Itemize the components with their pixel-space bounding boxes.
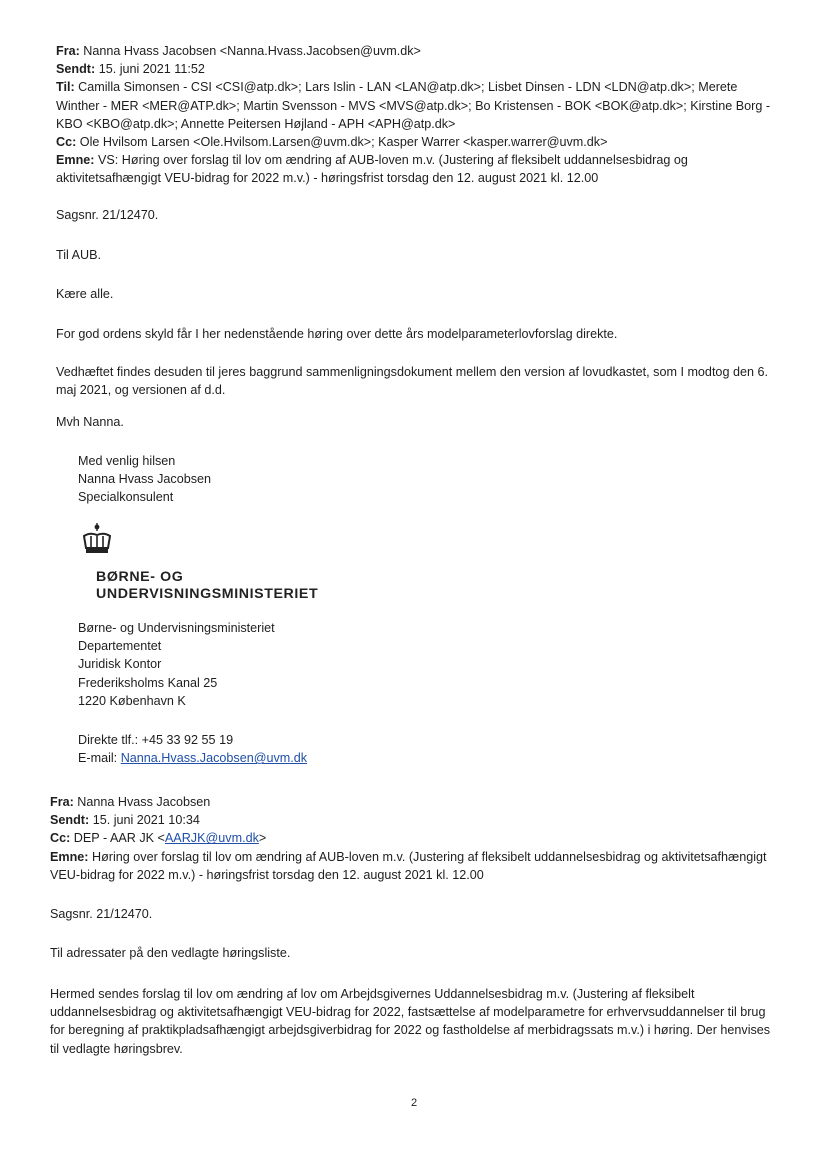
sent-line xyxy=(50,811,775,829)
sent-line xyxy=(56,60,776,78)
from-line xyxy=(56,42,776,60)
case-number: Sagsnr. 21/12470. xyxy=(50,907,153,921)
signature-title: Specialkonsulent xyxy=(78,490,174,505)
paragraph: Vedhæftet findes desuden til jeres baggrund sammenligningsdokument mellem den version af lovudkastet, som I modtog den 6. maj 2021, og versionen af d.d. xyxy=(56,365,768,398)
cc-line xyxy=(56,133,776,151)
sent-label: Sendt: xyxy=(50,813,90,828)
email-link[interactable]: Nanna.Hvass.Jacobsen@uvm.dk xyxy=(120,751,308,766)
paragraph: For god ordens skyld får I her nedenstående høring over dette års modelparameterlovforslag direkte. xyxy=(56,327,618,341)
address-block xyxy=(78,619,478,710)
office: Juridisk Kontor xyxy=(78,657,162,672)
page-number: 2 xyxy=(410,1097,418,1109)
subject-value: Høring over forslag til lov om ændring af AUB-loven m.v. (Justering af fleksibelt uddannelsesbidrag og aktivitetsafhængigt VEU-bidrag for 2022 m.v.) - høringsfrist torsdag den 12. august 2021 kl. 12.00 xyxy=(50,849,767,882)
crown-icon xyxy=(80,522,116,558)
contact-block xyxy=(78,731,478,767)
street: Frederiksholms Kanal 25 xyxy=(78,675,218,690)
city: 1220 København K xyxy=(78,693,186,708)
case-number: Sagsnr. 21/12470. xyxy=(56,208,159,222)
subject-value: VS: Høring over forslag til lov om ændring af AUB-loven m.v. (Justering af fleksibelt uddannelsesbidrag og aktivitetsafhængigt VEU-bidrag for 2022 m.v.) - høringsfrist torsdag den 12. august 2021 kl. 12.00 xyxy=(56,153,688,186)
sent-label: Sendt: xyxy=(56,62,96,77)
signature-regards: Med venlig hilsen xyxy=(78,454,176,468)
to-aub: Til AUB. xyxy=(56,248,102,262)
email-line xyxy=(78,749,478,767)
email-header-original xyxy=(50,793,775,884)
from-label: Fra: xyxy=(56,44,80,58)
from-label: Fra: xyxy=(50,795,74,809)
ministry-logo-text xyxy=(96,569,318,603)
cc-line xyxy=(50,829,775,847)
email-label: E-mail: xyxy=(78,751,121,766)
cc-prefix: DEP - AAR JK < xyxy=(73,831,165,846)
cc-suffix: > xyxy=(258,831,267,846)
department: Departementet xyxy=(78,639,162,654)
phone: Direkte tlf.: +45 33 92 55 19 xyxy=(78,733,234,747)
subject-label: Emne: xyxy=(50,849,89,864)
logo-line-1: BØRNE- OG xyxy=(96,569,184,585)
signature-block xyxy=(78,452,478,507)
paragraph: Hermed sendes forslag til lov om ændring af lov om Arbejdsgivernes Uddannelsesbidrag m.v. (Justering af fleksibelt uddannelsesbidrag og aktivitetsafhængigt VEU-bidrag for 2022, fastsættelse af modelparametre for erhvervsuddannelser til brug for beregning af praktikpladsafhængigt arbejdsgiverbidrag for 2022 og fastholdelse af merbidragssats m.v.) i høring. Der henvises til vedlagte høringsbrev. xyxy=(50,987,771,1056)
subject-line xyxy=(56,151,776,187)
to-value: Camilla Simonsen - CSI <CSI@atp.dk>; Lars Islin - LAN <LAN@atp.dk>; Lisbet Dinsen - LDN <LDN@atp.dk>; Merete Winther - MER <MER@ATP.dk>; Martin Svensson - MVS <MVS@atp.dk>; Bo Kristensen - BOK <BOK@atp.dk>; Kirstine Borg - KBO <KBO@atp.dk>; Annette Peitersen Højland - APH <APH@atp.dk> xyxy=(56,80,771,131)
sent-value: 15. juni 2021 10:34 xyxy=(92,813,200,828)
to-line xyxy=(56,78,776,133)
from-line xyxy=(50,793,775,811)
email-header-forwarded xyxy=(56,42,776,188)
cc-value: Ole Hvilsom Larsen <Ole.Hvilsom.Larsen@uvm.dk>; Kasper Warrer <kasper.warrer@uvm.dk> xyxy=(79,135,608,150)
closing: Mvh Nanna. xyxy=(56,415,124,429)
from-value: Nanna Hvass Jacobsen <Nanna.Hvass.Jacobsen@uvm.dk> xyxy=(83,44,421,58)
cc-link[interactable]: AARJK@uvm.dk xyxy=(164,831,259,846)
from-value: Nanna Hvass Jacobsen xyxy=(77,795,211,809)
org-name: Børne- og Undervisningsministeriet xyxy=(78,621,275,635)
logo-line-2: UNDERVISNINGSMINISTERIET xyxy=(96,586,319,602)
subject-line xyxy=(50,848,775,884)
to-label: Til: xyxy=(56,80,75,95)
cc-label: Cc: xyxy=(56,135,77,150)
cc-label: Cc: xyxy=(50,831,71,846)
signature-name: Nanna Hvass Jacobsen xyxy=(78,472,212,487)
sent-value: 15. juni 2021 11:52 xyxy=(98,62,205,77)
subject-label: Emne: xyxy=(56,153,95,168)
addressees-line: Til adressater på den vedlagte høringsliste. xyxy=(50,946,291,960)
greeting: Kære alle. xyxy=(56,287,114,301)
